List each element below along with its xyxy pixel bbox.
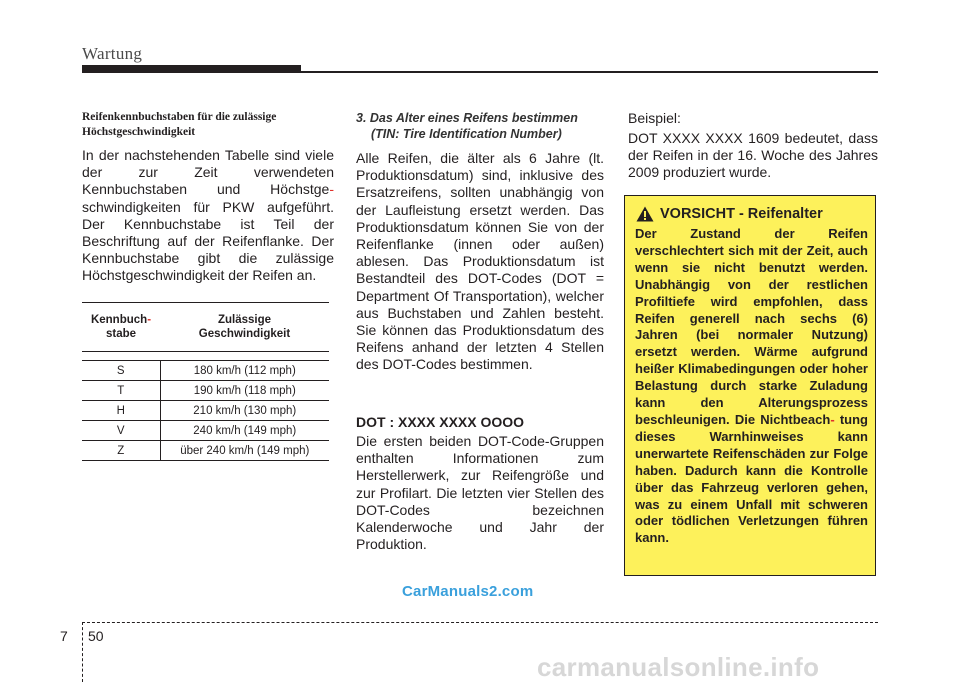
table-row [82,421,329,441]
example-paragraph: DOT XXXX XXXX 1609 bedeutet, dass der Reifen in der 16. Woche des Jahres 2009 produziert wurde. [628,130,878,181]
watermark-carmanualsonline: carmanualsonline.info [537,652,820,682]
warning-triangle-icon [636,206,654,222]
speed-letter: Z [82,441,160,461]
tin-heading-line1: 3. Das Alter eines Reifens bestimmen [356,111,578,125]
speed-intro-paragraph [82,147,334,285]
speed-intro-text-b: schwindigkeiten für PKW aufgeführt. Der Kennbuchstabe ist Teil der Beschriftung auf der Reifenflanke. Der Kennbuchstabe gibt die zulässige Höchstgeschwindigkeit der Reifen an. [82,198,334,284]
speed-value: über 240 km/h (149 mph) [160,441,329,461]
speed-value: 240 km/h (149 mph) [160,421,329,441]
page-number: 50 [88,628,104,644]
speed-value: 210 km/h (130 mph) [160,401,329,421]
header-speed-text-a: Zulässige [217,314,272,326]
hyphen-mark: - [830,411,835,427]
speed-letter: S [82,361,160,381]
caution-text [635,226,868,547]
tin-heading-line2: (TIN: Tire Identification Number) [371,127,562,141]
header-rule-thin [82,71,878,73]
caution-title [636,206,823,222]
caution-text-b: tung dieses Warnhinweises kann unerwartete Reifenschäden zur Folge haben. Dadurch kann die Kontrolle über das Fahrzeug verloren gehen, was zu einem Unfall mit schweren oder tödlichen Verletzungen führen kann. [635,411,868,546]
speed-value: 190 km/h (118 mph) [160,381,329,401]
subheading-line1: Reifenkennbuchstaben für die zulässige [82,111,277,123]
tin-heading [356,110,608,142]
table-row [82,361,329,381]
speed-letter: T [82,381,160,401]
footer-rule [82,622,878,623]
page-header-title: Wartung [82,44,143,63]
table-header-row [82,303,329,352]
caution-title-text: VORSICHT - Reifenalter [660,206,823,222]
speed-letter: V [82,421,160,441]
speed-letter: H [82,401,160,421]
speed-intro-text-a: In der nachstehenden Tabelle sind viele der zur Zeit verwendeten Kennbuchstaben und Höchstge [82,147,334,198]
dot-code-paragraph: Die ersten beiden DOT-Code-Gruppen enthalten Informationen zum Herstellerwerk, zur Reifengröße und zur Profilart. Die letzten vier Stellen des DOT-Codes bezeichnen Kalenderwoche und Jahr der Produktion. [356,433,604,553]
header-speed [160,303,329,352]
caution-text-a: Der Zustand der Reifen verschlechtert sich mit der Zeit, auch wenn sie nicht benutzt werden. Unabhängig von der restlichen Profiltiefe wird empfohlen, dass Reifen generell nach sechs (6) Jahren (bei normaler Nutzung) ersetzt werden. Wärme aufgrund heißer Klimabedingungen oder hoher Belastung durch starke Zuladung kann den Alterungsprozess beschleunigen. Die Nichtbeach [635,226,868,427]
subheading-line2: Höchstgeschwindigkeit [82,126,196,138]
chapter-number: 7 [60,628,68,644]
table-row [82,381,329,401]
dot-code-heading: DOT : XXXX XXXX OOOO [356,414,525,430]
hyphen-mark: - [147,314,152,326]
header-letter-text-b: stabe [105,328,137,340]
footer-divider [82,622,83,682]
header-speed-text-b: Geschwindigkeit [198,328,291,340]
speed-value: 180 km/h (112 mph) [160,361,329,381]
hyphen-mark: - [329,181,334,198]
table-row [82,441,329,461]
header-letter [82,303,160,352]
section-subheading [82,110,334,140]
example-label: Beispiel: [628,110,681,126]
tire-age-paragraph: Alle Reifen, die älter als 6 Jahre (lt. Produktionsdatum) sind, inklusive des Ersatzreifens, sollten unabhängig von der Laufleistung ersetzt werden. Das Produktionsdatum können Sie von der Reifenflanke (innen oder außen) ablesen. Das Produktionsdatum ist Bestandteil des DOT-Codes (DOT = Department Of Transportation), welcher aus Buchstaben und Zahlen besteht. Sie können das Produktionsdatum des Reifens anhand der letzten 4 Stellen des DOT-Codes bestimmen. [356,150,604,373]
speed-rating-table [82,302,329,461]
watermark-carmanuals2: CarManuals2.com [402,583,534,600]
table-row [82,401,329,421]
header-letter-text-a: Kennbuch [90,314,148,326]
